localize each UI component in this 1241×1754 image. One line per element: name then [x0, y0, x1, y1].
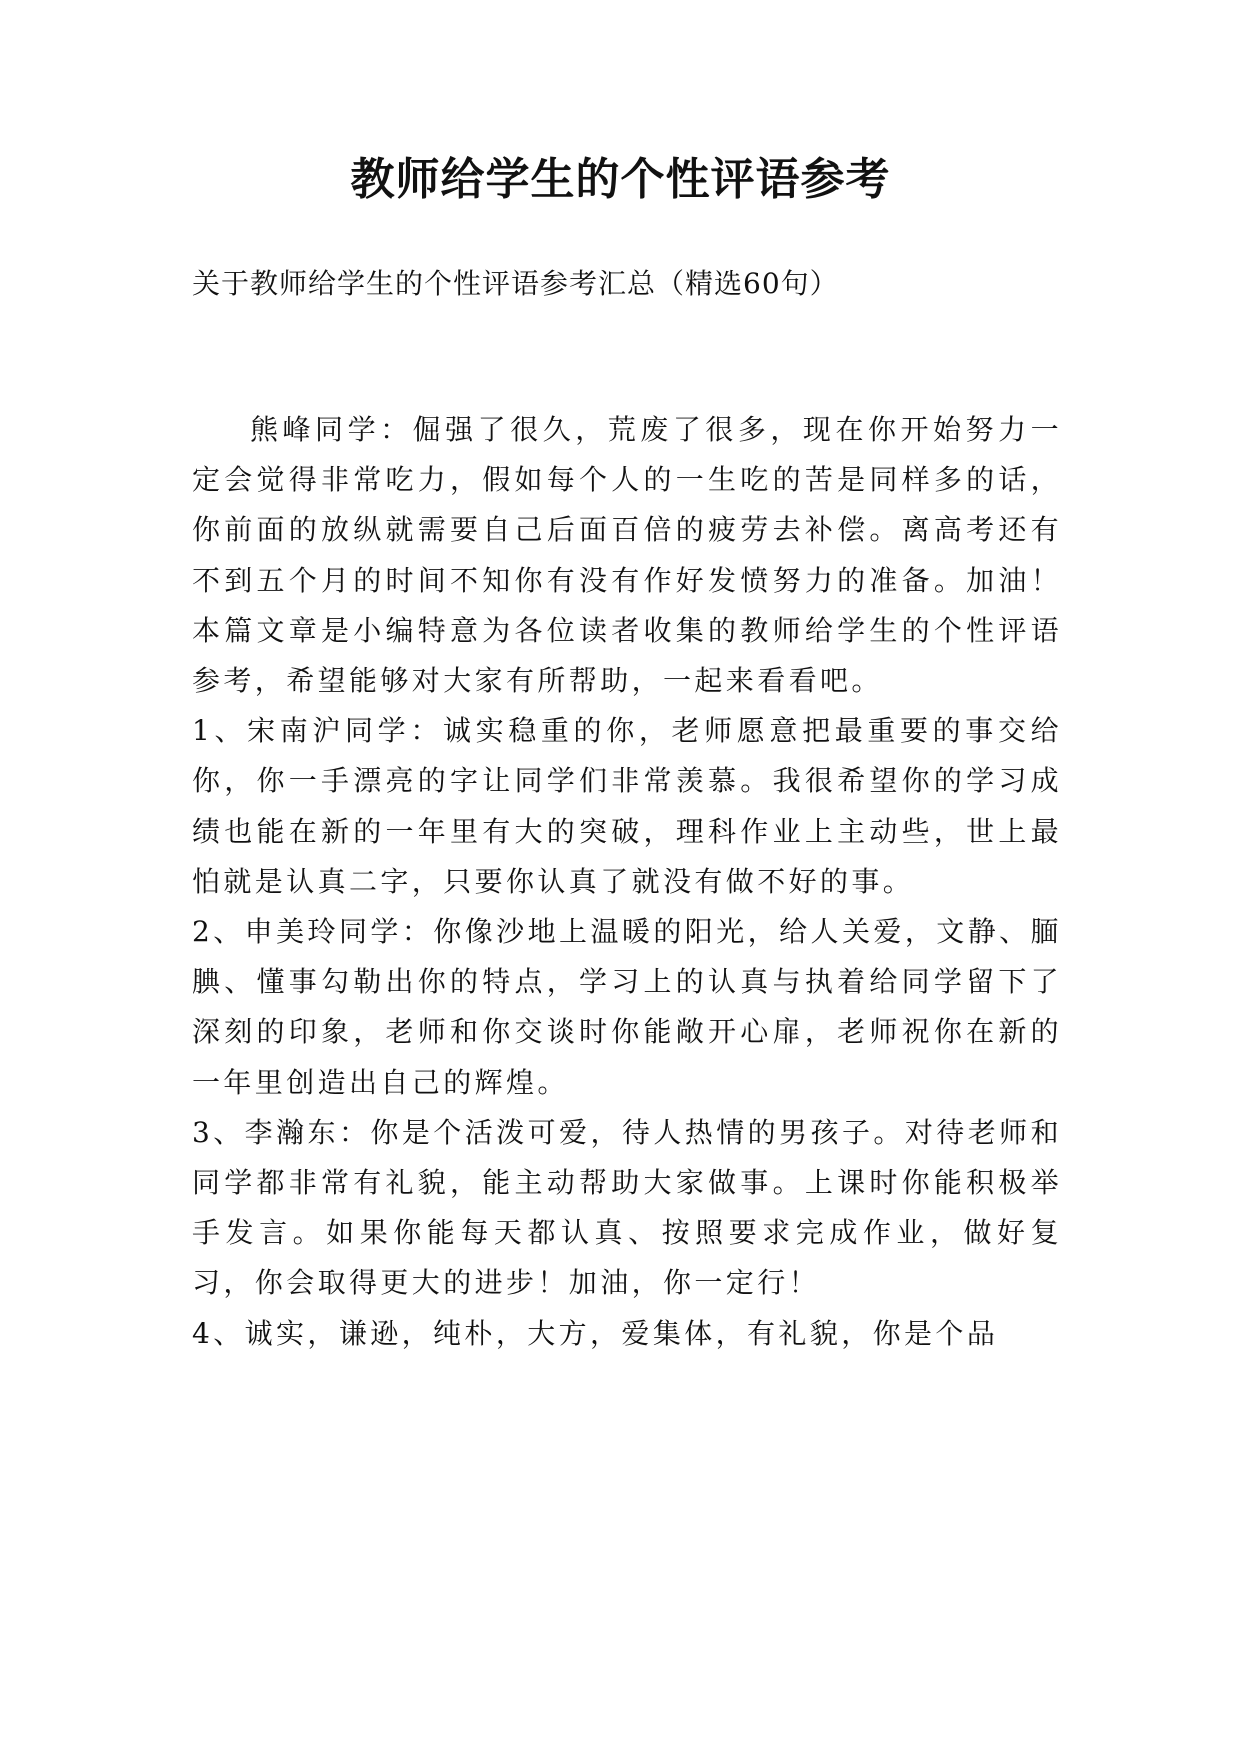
comment-item-2: 2、申美玲同学：你像沙地上温暖的阳光，给人关爱，文静、腼腆、懂事勾勒出你的特点，学习上的认真与执着给同学留下了深刻的印象，老师和你交谈时你能敞开心扉，老师祝你在新的一年里创造出自己的辉煌。	[192, 915, 1062, 1099]
document-body	[192, 405, 1062, 1359]
comment-item-1: 1、宋南沪同学：诚实稳重的你，老师愿意把最重要的事交给你，你一手漂亮的字让同学们非常羡慕。我很希望你的学习成绩也能在新的一年里有大的突破，理科作业上主动些，世上最怕就是认真二字，只要你认真了就没有做不好的事。	[192, 714, 1062, 898]
intro-paragraph: 熊峰同学：倔强了很久，荒废了很多，现在你开始努力一定会觉得非常吃力，假如每个人的一生吃的苦是同样多的话，你前面的放纵就需要自己后面百倍的疲劳去补偿。离高考还有不到五个月的时间不知你有没有作好发愤努力的准备。加油！本篇文章是小编特意为各位读者收集的教师给学生的个性评语参考，希望能够对大家有所帮助，一起来看看吧。	[192, 413, 1062, 698]
comment-item-3: 3、李瀚东：你是个活泼可爱，待人热情的男孩子。对待老师和同学都非常有礼貌，能主动帮助大家做事。上课时你能积极举手发言。如果你能每天都认真、按照要求完成作业，做好复习，你会取得更大的进步！加油，你一定行！	[192, 1115, 1062, 1300]
document-subtitle: 关于教师给学生的个性评语参考汇总（精选60句）	[192, 267, 839, 300]
document-title: 教师给学生的个性评语参考	[350, 154, 891, 205]
comment-item-4: 4、诚实，谦逊，纯朴，大方，爱集体，有礼貌，你是个品	[192, 1316, 999, 1350]
